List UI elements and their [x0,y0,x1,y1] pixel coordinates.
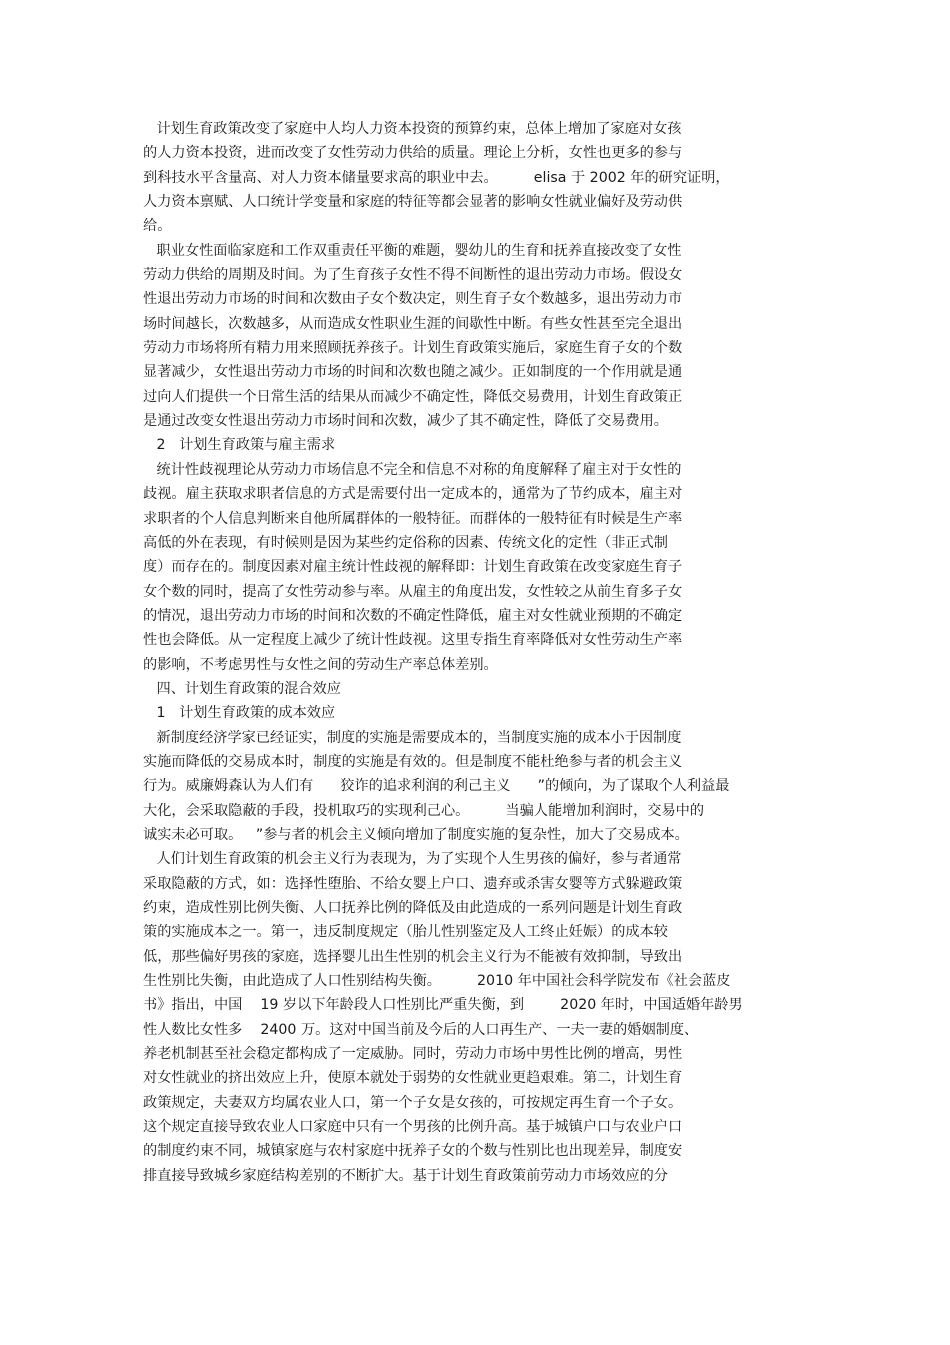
text-line: 歧视。雇主获取求职者信息的方式是需要付出一定成本的，通常为了节约成本，雇主对 [143,486,683,503]
text-line: 度）而存在的。制度因素对雇主统计性歧视的解释即：计划生育政策在改变家庭生育子 [143,559,683,576]
text-line: 给。 [143,218,172,235]
text-line: 排直接导致城乡家庭结构差别的不断扩大。基于计划生育政策前劳动力市场效应的分 [143,1167,668,1184]
text-line: 新制度经济学家已经证实，制度的实施是需要成本的，当制度实施的成本小于因制度 [143,729,682,746]
text-line: 实施而降低的交易成本时，制度的实施是有效的。但是制度不能杜绝参与者的机会主义 [143,753,683,770]
text-line: 约束，造成性别比例失衡、人口抚养比例的降低及由此造成的一系列问题是计划生育政 [143,900,683,916]
text-line: 诚实未必可取。 ”参与者的机会主义倾向增加了制度实施的复杂性，加大了交易成本。 [143,826,689,843]
text-line: 政策规定，夫妻双方均属农业人口，第一个子女是女孩的，可按规定再生育一个子女。 [143,1094,683,1111]
text-line: 生性别比失衡，由此造成了人口性别结构失衡。 2010 年中国社会科学院发布《社会蓝皮 [143,973,731,990]
text-line: 过向人们提供一个日常生活的结果从而减少不确定性，降低交易费用，计划生育政策正 [143,388,683,405]
text-line: 行为。威廉姆森认为人们有 狡诈的追求利润的利己主义 ”的倾向，为了谋取个人利益最 [143,778,730,795]
text-line: 策的实施成本之一。第一，违反制度规定（胎儿性别鉴定及人工终止妊娠）的成本较 [143,924,668,941]
text-line: 的人力资本投资，进而改变了女性劳动力供给的质量。理论上分析，女性也更多的参与 [143,145,683,162]
text-line: 人力资本禀赋、人口统计学变量和家庭的特征等都会显著的影响女性就业偏好及劳动供 [143,194,683,211]
text-line: 性也会降低。从一定程度上减少了统计性歧视。这里专指生育率降低对女性劳动生产率 [143,632,683,649]
text-line: 劳动力市场将所有精力用来照顾抚养孩子。计划生育政策实施后，家庭生育子女的个数 [143,340,683,357]
text-line: 职业女性面临家庭和工作双重责任平衡的难题，婴幼儿的生育和抚养直接改变了女性 [143,242,682,259]
text-line: 人们计划生育政策的机会主义行为表现为，为了实现个人生男孩的偏好，参与者通常 [143,851,682,868]
text-line: 性退出劳动力市场的时间和次数由子女个数决定，则生育子女个数越多，退出劳动力市 [143,291,683,308]
text-line: 计划生育政策改变了家庭中人均人力资本投资的预算约束，总体上增加了家庭对女孩 [143,121,682,137]
text-line: 场时间越长，次数越多，从而造成女性职业生涯的间歇性中断。有些女性甚至完全退出 [143,315,683,332]
text-line: 养老机制甚至社会稳定都构成了一定威胁。同时，劳动力市场中男性比例的增高，男性 [143,1046,683,1063]
text-line: 的制度约束不同，城镇家庭与农村家庭中抚养子女的个数与性别比也出现差异，制度安 [143,1143,683,1160]
text-line: 对女性就业的挤出效应上升，使原本就处于弱势的女性就业更趋艰难。第二，计划生育 [143,1070,683,1087]
text-line: 低，那些偏好男孩的家庭，选择婴儿出生性别的机会主义行为不能被有效抑制，导致出 [143,948,683,965]
text-line: 的影响，不考虑男性与女性之间的劳动生产率总体差别。 [143,656,498,673]
text-line: 这个规定直接导致农业人口家庭中只有一个男孩的比例升高。基于城镇户口与农业户口 [143,1119,683,1136]
text-line: 是通过改变女性退出劳动力市场时间和次数，减少了其不确定性，降低了交易费用。 [143,413,668,430]
text-line: 显著减少，女性退出劳动力市场的时间和次数也随之减少。正如制度的一个作用就是通 [143,364,683,381]
text-line: 到科技水平含量高、对人力资本储量要求高的职业中去。 elisa 于 2002 年的研究证明， [143,169,730,186]
text-line: 劳动力供给的周期及时间。为了生育孩子女性不得不间断性的退出劳动力市场。假设女 [143,267,683,284]
text-line: 女个数的同时，提高了女性劳动参与率。从雇主的角度出发，女性较之从前生育多子女 [143,583,683,600]
text-line: 统计性歧视理论从劳动力市场信息不完全和信息不对称的角度解释了雇主对于女性的 [143,461,682,478]
text-line: 1 计划生育政策的成本效应 [143,705,336,722]
text-line: 高低的外在表现，有时候则是因为某些约定俗称的因素、传统文化的定性（非正式制 [143,534,668,551]
body-text [143,117,783,1188]
text-line: 求职者的个人信息判断来自他所属群体的一般特征。而群体的一般特征有时候是生产率 [143,510,683,527]
text-line: 书》指出，中国 19 岁以下年龄段人口性别比严重失衡，到 2020 年时，中国适婚年龄男 [143,997,743,1014]
text-line: 的情况，退出劳动力市场的时间和次数的不确定性降低，雇主对女性就业预期的不确定 [143,607,683,624]
text-line: 大化，会采取隐蔽的手段，投机取巧的实现利己心。 当骗人能增加利润时，交易中的 [143,802,705,819]
text-line: 四、计划生育政策的混合效应 [143,680,341,697]
text-line: 2 计划生育政策与雇主需求 [143,437,336,454]
text-line: 采取隐蔽的方式，如：选择性堕胎、不给女婴上户口、遗弃或杀害女婴等方式躲避政策 [143,875,683,892]
text-line: 性人数比女性多 2400 万。这对中国当前及今后的人口再生产、一夫一妻的婚姻制度、 [143,1021,699,1038]
